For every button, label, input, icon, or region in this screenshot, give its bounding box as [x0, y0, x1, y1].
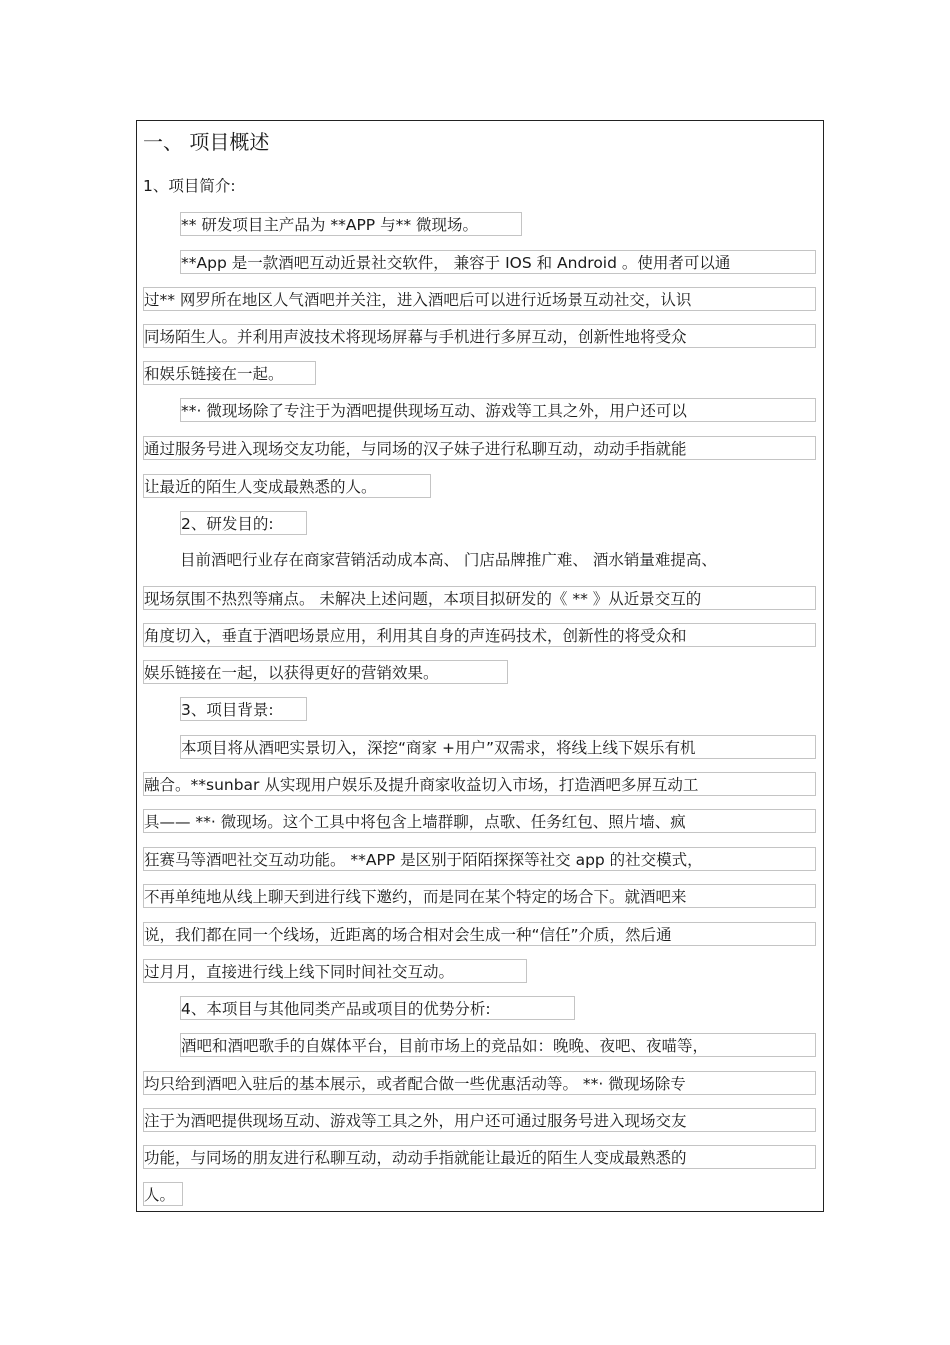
paragraph-line: 过月月，直接进行线上线下同时间社交互动。: [143, 959, 527, 983]
paragraph-line: 通过服务号进入现场交友功能，与同场的汉子妹子进行私聊互动，动动手指就能: [143, 436, 816, 460]
subsection-heading-background: 3、项目背景:: [180, 697, 307, 721]
paragraph-line: 狂赛马等酒吧社交互动功能。 **APP 是区别于陌陌探探等社交 app 的社交模式，: [143, 847, 816, 871]
subsection-heading-intro: 1、项目简介:: [143, 177, 236, 195]
paragraph-line: 和娱乐链接在一起。: [143, 361, 316, 385]
paragraph-line: **· 微现场除了专注于为酒吧提供现场互动、游戏等工具之外，用户还可以: [180, 398, 816, 422]
paragraph-line: 功能，与同场的朋友进行私聊互动，动动手指就能让最近的陌生人变成最熟悉的: [143, 1145, 816, 1169]
paragraph-line: 人。: [143, 1182, 183, 1206]
paragraph-line: ** 研发项目主产品为 **APP 与** 微现场。: [180, 212, 522, 236]
paragraph-line: 让最近的陌生人变成最熟悉的人。: [143, 474, 431, 498]
paragraph-line: 本项目将从酒吧实景切入，深挖“商家 +用户”双需求，将线上线下娱乐有机: [180, 735, 816, 759]
paragraph-line: 不再单纯地从线上聊天到进行线下邀约，而是同在某个特定的场合下。就酒吧来: [143, 884, 816, 908]
paragraph-line: 具—— **· 微现场。这个工具中将包含上墙群聊，点歌、任务红包、照片墙、疯: [143, 809, 816, 833]
subsection-heading-advantages: 4、本项目与其他同类产品或项目的优势分析:: [180, 996, 575, 1020]
paragraph-line: 均只给到酒吧入驻后的基本展示，或者配合做一些优惠活动等。 **· 微现场除专: [143, 1071, 816, 1095]
paragraph-line: 过** 网罗所在地区人气酒吧并关注，进入酒吧后可以进行近场景互动社交，认识: [143, 287, 816, 311]
paragraph-line: 现场氛围不热烈等痛点。 未解决上述问题，本项目拟研发的《 ** 》从近景交互的: [143, 586, 816, 610]
paragraph-line: 目前酒吧行业存在商家营销活动成本高、 门店品牌推广难、 酒水销量难提高、: [180, 551, 717, 569]
section-title: 一、 项目概述: [143, 130, 270, 154]
paragraph-line: 酒吧和酒吧歌手的自媒体平台，目前市场上的竞品如：晚晚、夜吧、夜喵等，: [180, 1033, 816, 1057]
paragraph-line: **App 是一款酒吧互动近景社交软件， 兼容于 IOS 和 Android 。使用者可以通: [180, 250, 816, 274]
paragraph-line: 角度切入，垂直于酒吧场景应用，利用其自身的声连码技术，创新性的将受众和: [143, 623, 816, 647]
paragraph-line: 融合。**sunbar 从实现用户娱乐及提升商家收益切入市场，打造酒吧多屏互动工: [143, 772, 816, 796]
paragraph-line: 娱乐链接在一起，以获得更好的营销效果。: [143, 660, 508, 684]
paragraph-line: 说，我们都在同一个线场，近距离的场合相对会生成一种“信任”介质，然后通: [143, 922, 816, 946]
paragraph-line: 同场陌生人。并利用声波技术将现场屏幕与手机进行多屏互动，创新性地将受众: [143, 324, 816, 348]
paragraph-line: 注于为酒吧提供现场互动、游戏等工具之外，用户还可通过服务号进入现场交友: [143, 1108, 816, 1132]
subsection-heading-purpose: 2、研发目的:: [180, 511, 307, 535]
